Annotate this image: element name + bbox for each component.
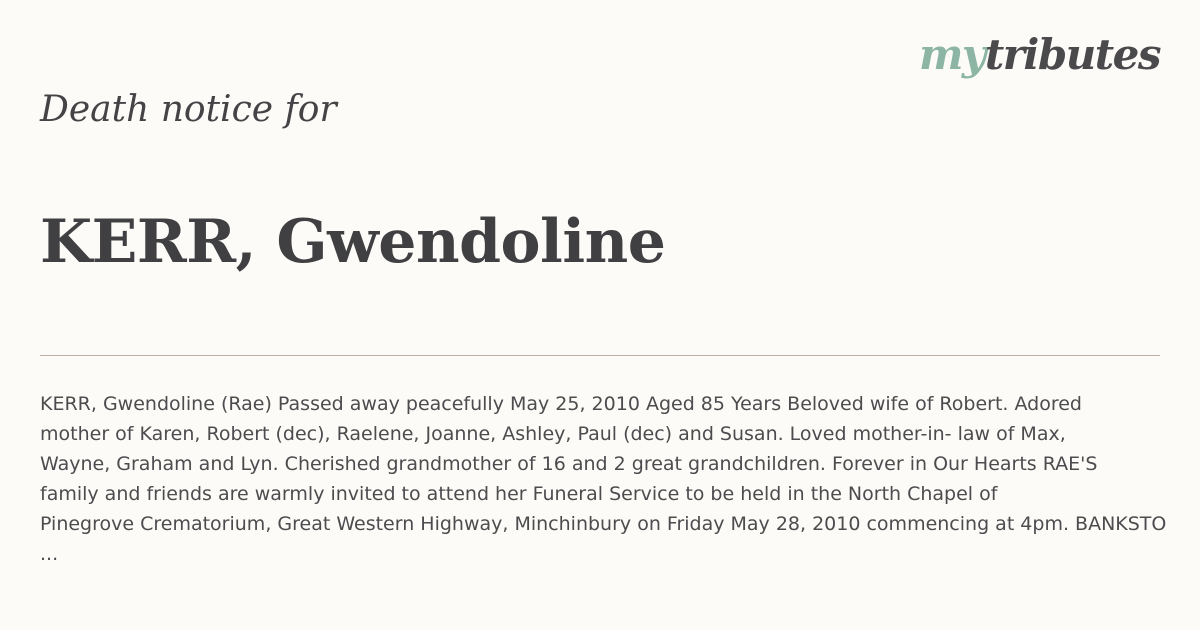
mytributes-logo[interactable] [918, 30, 1160, 79]
divider [40, 355, 1160, 356]
logo-suffix: tributes [984, 30, 1160, 79]
notice-label: Death notice for [40, 89, 337, 130]
deceased-name: KERR, Gwendoline [40, 207, 666, 277]
logo-prefix: my [918, 30, 985, 79]
notice-body: KERR, Gwendoline (Rae) Passed away peacefully May 25, 2010 Aged 85 Years Beloved wife of Robert. Adored mother of Karen, Robert (dec), Raelene, Joanne, Ashley, Paul (dec) and Susan. Loved mother-in- law of Max, Wayne, Graham and Lyn. Cherished grandmother of 16 and 2 great grandchildren. Forever in Our Hearts RAE'S family and friends are warmly invited to attend her Funeral Service to be held in the North Chapel of Pinegrove Crematorium, Great Western Highway, Minchinbury on Friday May 28, 2010 commencing at 4pm. BANKSTO ... [40, 393, 1167, 565]
